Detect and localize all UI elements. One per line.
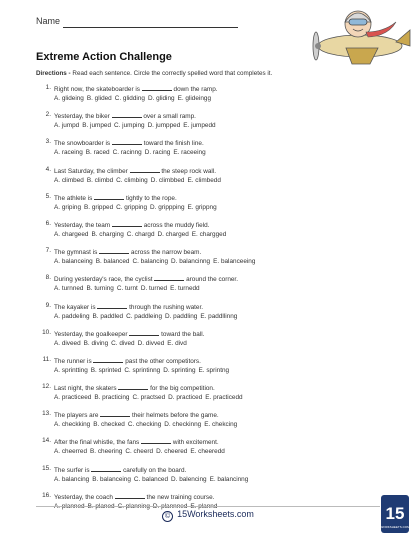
sentence-end: past the other competitors. [125, 357, 201, 365]
answer-option[interactable]: A. climbed [54, 176, 84, 184]
name-label: Name [36, 16, 61, 26]
answer-option[interactable]: D. divved [137, 339, 165, 347]
answer-option[interactable]: E. glideingg [177, 95, 211, 102]
answer-option[interactable]: A. paddeling [54, 312, 90, 320]
answer-option[interactable]: A. jumpd [54, 122, 80, 130]
answer-options [54, 312, 404, 321]
pilot-airplane-illustration [296, 2, 412, 68]
answer-option[interactable]: D. balancinng [171, 258, 211, 266]
answer-option[interactable]: A. planned [54, 502, 85, 510]
answer-option[interactable]: B. paddled [92, 312, 124, 320]
answer-option[interactable]: E. chekcing [204, 421, 238, 429]
sentence-end: down the ramp. [173, 86, 218, 93]
answer-options [54, 393, 404, 402]
answer-option[interactable]: A. diveed [54, 339, 81, 347]
answer-option[interactable]: E. cheeredd [190, 448, 225, 456]
answer-option[interactable]: A. balanceing [54, 258, 93, 266]
answer-option[interactable]: A. raceing [54, 149, 83, 157]
question-sentence [54, 356, 404, 366]
answer-option[interactable]: D. turned [140, 285, 168, 293]
question-number: 14. [42, 437, 51, 445]
question-sentence [54, 274, 404, 284]
sentence-end: the steep rock wall. [161, 167, 217, 175]
copyright-icon: © [162, 511, 173, 522]
sentence-start: After the final whistle, the fans [54, 439, 140, 447]
name-row [36, 16, 60, 26]
sentence-end: their helmets before the game. [131, 412, 219, 420]
sentence-end: carefully on the board. [123, 466, 187, 474]
answer-option[interactable]: C. racinng [112, 149, 142, 157]
answer-option[interactable]: E. divd [167, 339, 187, 347]
answer-option[interactable]: A. turnned [54, 285, 84, 293]
question-number: 1. [45, 84, 51, 91]
question-number: 15. [42, 464, 51, 472]
question-item [45, 192, 404, 220]
answer-option[interactable]: D. paddling [165, 312, 198, 320]
logo-number: 15 [385, 504, 405, 523]
answer-blank [100, 410, 130, 417]
answer-option[interactable]: D. cheered [156, 448, 188, 456]
answer-option[interactable]: A. glideing [54, 95, 84, 102]
answer-option[interactable]: E. balanceeing [213, 258, 256, 266]
question-number: 12. [42, 383, 51, 391]
15worksheets-logo [380, 494, 410, 534]
question-item [45, 165, 404, 193]
answer-blank [93, 356, 123, 363]
answer-option[interactable]: A. chargeed [54, 230, 89, 238]
answer-option[interactable]: A. balancing [54, 475, 90, 483]
answer-option[interactable]: D. racing [144, 149, 171, 157]
answer-blank [130, 166, 160, 173]
answer-options [54, 366, 404, 375]
sentence-end: the new training course. [146, 493, 215, 501]
question-list [42, 84, 404, 519]
answer-option[interactable]: E. paddllinng [200, 312, 238, 320]
answer-option[interactable]: E. balancinng [209, 475, 249, 483]
propeller-hub [315, 43, 321, 49]
sentence-start: The athlete is [54, 194, 93, 202]
sentence-start: Last night, the skaters [54, 385, 117, 393]
answer-options [54, 475, 404, 484]
sentence-start: The gymnast is [54, 249, 98, 257]
answer-option[interactable]: E. climbedd [187, 176, 221, 184]
question-sentence [54, 329, 404, 339]
sentence-start: The surfer is [54, 466, 90, 474]
question-item [45, 219, 404, 247]
answer-option[interactable]: D. checkinng [164, 421, 202, 429]
sentence-start: The kayaker is [54, 303, 96, 311]
question-item [45, 274, 404, 301]
answer-option[interactable]: A. checkking [54, 421, 91, 429]
sentence-end: across the muddy field. [143, 221, 210, 229]
answer-option[interactable]: D. practiced [168, 394, 203, 402]
sentence-start: The snowboarder is [54, 140, 111, 148]
answer-option[interactable]: B. charging [91, 230, 124, 238]
answer-option[interactable]: B. raced [85, 149, 110, 157]
question-item [42, 437, 404, 464]
question-sentence [54, 138, 404, 148]
answer-option[interactable]: D. gliding [147, 95, 175, 102]
answer-option[interactable]: E. chargged [191, 230, 227, 238]
answer-option[interactable]: C. jumping [114, 122, 145, 130]
sentence-start: Last Saturday, the climber [54, 167, 128, 175]
answer-option[interactable]: B. gripped [84, 203, 114, 211]
answer-option[interactable]: C. balancing [132, 258, 169, 266]
sentence-end: around the corner. [186, 276, 238, 284]
answer-option[interactable]: B. turning [86, 285, 114, 293]
answer-option[interactable]: B. practicing [94, 394, 130, 402]
question-item [42, 383, 404, 410]
answer-option[interactable]: C. chargd [126, 230, 155, 238]
answer-options [54, 420, 404, 429]
answer-options [54, 176, 404, 185]
question-number: 7. [45, 247, 51, 255]
answer-option[interactable]: E. grippng [187, 203, 217, 211]
answer-option[interactable]: C. dived [111, 339, 135, 347]
worksheet-title: Extreme Action Challenge [36, 51, 172, 63]
question-item [42, 464, 404, 492]
answer-option[interactable]: C. checking [127, 421, 162, 429]
sentence-end: toward the finish line. [143, 140, 204, 148]
question-sentence [54, 383, 404, 393]
answer-option[interactable]: C. cheerd [125, 448, 154, 456]
answer-option[interactable]: E. sprintng [198, 366, 230, 374]
question-item [45, 301, 404, 329]
answer-options [54, 203, 404, 212]
answer-options [54, 257, 404, 266]
answer-blank [142, 84, 172, 91]
answer-option[interactable]: E. raceeing [173, 149, 206, 157]
answer-option[interactable]: D. plannned [152, 502, 188, 510]
question-item [45, 84, 404, 111]
answer-option[interactable]: C. climbing [116, 176, 148, 184]
answer-blank [99, 247, 129, 254]
sentence-start: The runner is [54, 357, 92, 365]
answer-option[interactable]: E. plannd [190, 502, 218, 510]
question-item [45, 138, 404, 165]
answer-blank [118, 383, 148, 390]
answer-option[interactable]: D. sprinting [163, 366, 196, 374]
question-number: 6. [45, 219, 51, 227]
answer-option[interactable]: A. practiceed [54, 394, 92, 402]
answer-option[interactable]: D. balencing [171, 475, 207, 483]
answer-option[interactable]: B. sprinted [90, 366, 122, 374]
footer [0, 509, 416, 522]
question-number: 8. [45, 274, 51, 282]
logo-caption: WORKSHEETS.COM [380, 525, 410, 529]
sentence-start: Yesterday, the goalkeeper [54, 330, 128, 338]
answer-option[interactable]: B. balanceing [92, 475, 131, 483]
sentence-start: Yesterday, the team [54, 221, 111, 229]
answer-option[interactable]: B. cheering [90, 448, 123, 456]
answer-options [54, 230, 404, 239]
sentence-end: for the big competition. [150, 385, 215, 393]
question-sentence [54, 166, 404, 176]
answer-blank [112, 220, 142, 227]
answer-blank [91, 465, 121, 472]
answer-blank [129, 329, 159, 336]
answer-option[interactable]: B. balanced [95, 258, 130, 266]
sentence-start: During yesterday's race, the cyclist [54, 276, 153, 284]
sentence-start: Yesterday, the coach [54, 493, 113, 501]
directions-label: Directions - [36, 70, 71, 77]
answer-option[interactable]: B. climbd [86, 176, 114, 184]
answer-option[interactable]: E. turnedd [170, 285, 200, 293]
answer-option[interactable]: E. jumpedd [183, 122, 216, 130]
footer-divider [36, 506, 380, 507]
question-item [42, 355, 404, 383]
answer-option[interactable]: C. sprintinng [124, 366, 161, 374]
answer-options [54, 284, 404, 293]
question-sentence [54, 492, 404, 502]
sentence-end: with excitement. [172, 439, 219, 447]
answer-option[interactable]: C. planning [117, 502, 150, 510]
question-number: 9. [45, 301, 51, 309]
answer-option[interactable]: C. gripping [116, 203, 148, 211]
answer-blank [112, 138, 142, 145]
answer-option[interactable]: A. griping [54, 203, 81, 211]
question-sentence [54, 220, 404, 230]
question-item [42, 328, 404, 356]
question-number: 13. [42, 410, 51, 418]
question-number: 5. [45, 192, 51, 200]
answer-options [54, 339, 404, 348]
answer-option[interactable]: D. jumpped [147, 122, 181, 130]
question-sentence [54, 302, 404, 312]
sentence-start: Yesterday, the biker [54, 113, 110, 121]
pilot-goggles [349, 19, 367, 25]
question-number: 11. [42, 355, 51, 363]
answer-option[interactable]: D. grippping [150, 203, 185, 211]
question-number: 2. [45, 111, 51, 119]
answer-blank [115, 492, 145, 499]
question-number: 16. [42, 491, 51, 499]
answer-options [54, 447, 404, 456]
answer-option[interactable]: A. cheerred [54, 448, 88, 456]
answer-option[interactable]: C. glidding [114, 95, 145, 102]
answer-options [54, 94, 404, 103]
question-sentence [54, 84, 404, 94]
answer-blank [112, 111, 142, 118]
footer-site-link[interactable]: 15Worksheets.com [177, 509, 254, 519]
answer-option[interactable]: C. practsed [132, 394, 166, 402]
answer-option[interactable]: C. turnt [116, 285, 138, 293]
answer-option[interactable]: A. sprintting [54, 366, 88, 374]
sentence-start: Right now, the skateboarder is [54, 86, 140, 93]
answer-option[interactable]: B. glided [86, 95, 112, 102]
question-number: 4. [45, 165, 51, 173]
sentence-end: tightly to the rope. [125, 194, 177, 202]
directions [36, 70, 272, 77]
question-item [45, 247, 404, 274]
answer-option[interactable]: B. jumped [82, 122, 112, 130]
name-input-line[interactable] [63, 27, 238, 28]
answer-blank [97, 302, 127, 309]
sentence-end: toward the ball. [161, 330, 205, 338]
question-sentence [54, 437, 404, 447]
sentence-end: through the rushing water. [129, 303, 204, 311]
answer-option[interactable]: E. practicedd [205, 394, 243, 402]
question-number: 3. [45, 138, 51, 146]
question-sentence [54, 111, 404, 121]
answer-options [54, 121, 404, 130]
question-sentence [54, 410, 404, 420]
answer-option[interactable]: B. planed [87, 502, 115, 510]
question-sentence [54, 247, 404, 257]
sentence-start: The players are [54, 412, 99, 420]
answer-option[interactable]: B. diving [83, 339, 109, 347]
answer-option[interactable]: D. charged [157, 230, 189, 238]
directions-text: Read each sentence. Circle the correctly spelled word that completes it. [70, 70, 273, 77]
answer-option[interactable]: B. checked [93, 421, 125, 429]
answer-option[interactable]: D. climbbed [150, 176, 185, 184]
sentence-end: over a small ramp. [143, 113, 196, 121]
answer-option[interactable]: C. balanced [133, 475, 169, 483]
answer-blank [94, 193, 124, 200]
plane-wing [346, 48, 378, 64]
answer-options [54, 148, 404, 157]
answer-option[interactable]: C. paddleing [126, 312, 162, 320]
question-sentence [54, 193, 404, 203]
question-item [45, 111, 404, 138]
answer-blank [141, 437, 171, 444]
question-number: 10. [42, 328, 51, 336]
question-item [42, 410, 404, 437]
sentence-end: across the narrow beam. [130, 249, 202, 257]
question-sentence [54, 465, 404, 475]
answer-blank [154, 274, 184, 281]
